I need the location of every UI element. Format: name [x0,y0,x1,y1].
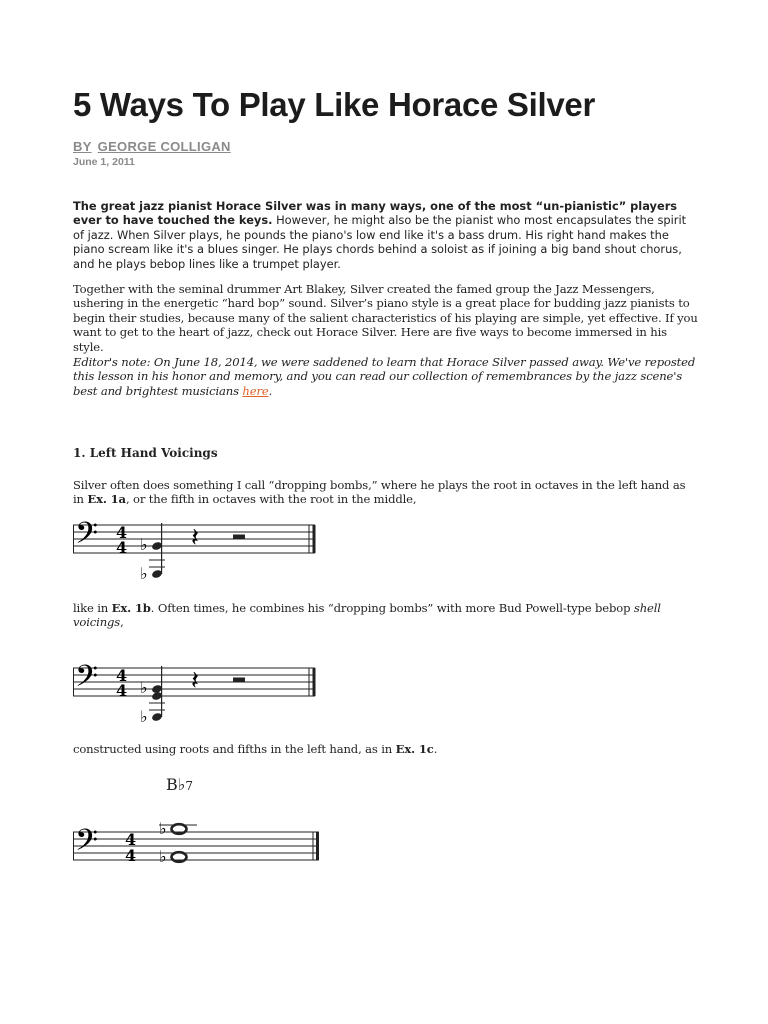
example-ref-1a: Ex. 1a [87,492,126,507]
bass-clef-icon: 𝄢 [75,824,99,865]
article-title: 5 Ways To Play Like Horace Silver [73,86,596,123]
publish-date: June 1, 2011 [73,156,135,168]
section1-paragraph3 [73,742,698,756]
notation-ex1b [73,658,323,728]
time-sig-top: 4 [116,666,128,685]
notation-ex1a [73,515,323,585]
quarter-rest-icon: 𝄽 [191,666,199,696]
byline-link[interactable] [73,139,237,154]
chord-symbol [166,775,193,794]
editor-note-text: Editor's note: On June 18, 2014, we were saddened to learn that Horace Silver passed away. We've reposted this lesson in his honor and memory, and you can read our collection of remembrances by the jazz scene's best and brightest musicians [73,355,696,398]
time-sig-bottom: 4 [116,538,128,557]
text-run: . [433,742,438,756]
section1-paragraph2 [73,601,698,630]
text-run-italic: shell voicings [73,601,661,630]
bass-clef-icon: 𝄢 [75,660,99,701]
paragraph-two: Together with the seminal drummer Art Blakey, Silver created the famed group the Jazz Messengers, ushering in the energetic “hard bop” sound. Silver’s piano style is a great place for budding jazz pianists to begin their studies, because many of the salient characteristics of his playing are simple, yet effective. If you want to get to the heart of jazz, check out Horace Silver. Here are five ways to become immersed in his style. [73,282,698,354]
text-run: constructed using roots and fifths in the left hand, as in [73,742,396,756]
flat-icon: ♭ [159,847,167,866]
intro-rest: However, he might also be the pianist who most encapsulates the spirit of jazz. When Silver plays, he pounds the piano's low end like it's a bass drum. His right hand makes the piano scream like it's a blues singer. He plays chords behind a soloist as if joining a big band shout chorus, and he plays bebop lines like a trumpet player. [73,213,687,271]
text-run: . Often times, he combines his “dropping bombs” with more Bud Powell-type bebop [150,601,634,615]
chord-flat: ♭ [177,775,186,794]
half-rest-icon [233,678,245,683]
time-sig-top: 4 [125,830,137,849]
flat-icon: ♭ [140,535,148,554]
flat-icon: ♭ [140,564,148,583]
remembrances-link[interactable]: here [242,383,269,398]
music-staff-ex1c [73,815,323,885]
intro-paragraph [73,199,698,271]
text-run: like in [73,601,112,615]
section1-paragraph1 [73,478,698,507]
quarter-rest-icon: 𝄽 [191,523,199,553]
bass-clef-icon: 𝄢 [75,517,99,558]
flat-icon: ♭ [159,819,167,838]
editor-note-end: . [268,383,273,398]
notation-ex1c [73,815,323,885]
byline-by: BY [73,139,92,154]
editor-note [73,355,698,398]
chord-extension: 7 [185,779,193,793]
half-rest-icon [233,535,245,540]
music-staff-ex1a [73,515,323,585]
text-run: , or the fifth in octaves with the root in the middle, [125,492,417,507]
time-sig-bottom: 4 [125,846,137,865]
intro-lead: The great jazz pianist Horace Silver was in many ways, one of the most “un-pianistic” players ever to have touched the keys. [73,199,678,228]
chord-root: B [166,775,178,794]
flat-icon: ♭ [140,678,148,697]
flat-icon: ♭ [140,707,148,726]
text-run: , [120,615,124,630]
time-sig-top: 4 [116,523,128,542]
byline-author[interactable]: GEORGE COLLIGAN [97,139,231,154]
time-sig-bottom: 4 [116,681,128,700]
example-ref-1c: Ex. 1c [395,742,434,756]
music-staff-ex1b [73,658,323,728]
section-heading-left-hand-voicings: 1. Left Hand Voicings [73,446,218,460]
text-run: Silver often does something I call “dropping bombs,” where he plays the root in octaves in the left hand as in [73,478,686,507]
example-ref-1b: Ex. 1b [111,601,151,615]
